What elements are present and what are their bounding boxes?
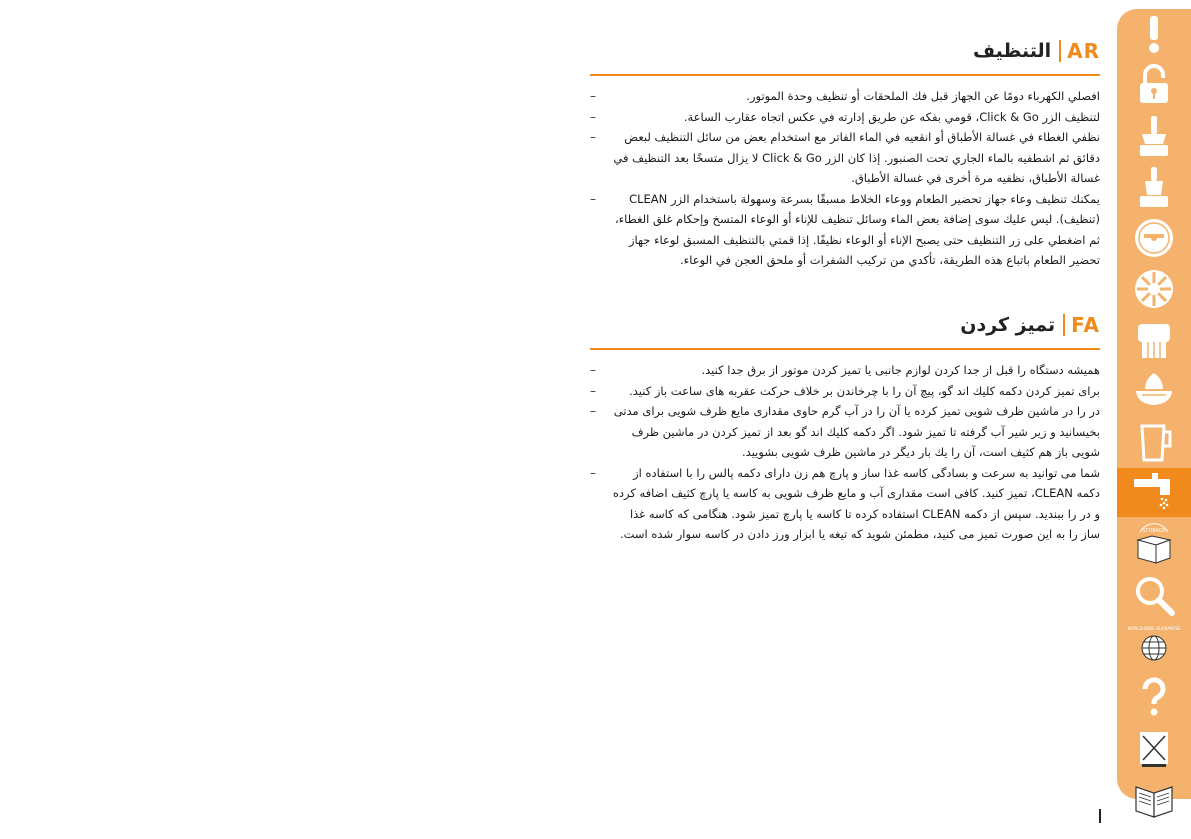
list-item: – افصلي الكهرباء دومًا عن الجهاز قبل فك الملحقات أو تنظيف وحدة الموتور. [590, 86, 1100, 107]
list-item: – در را در ماشين ظرف شويی تميز كرده يا آن را در آب گرم حاوی مقداری مايع ظرف شويی برای مدتی بخيسانيد و زير شير آب گرفته تا تميز شود. اگر دكمه كليك اند گو بعد از تميز كردن در ماشين ظرف شويی باز هم كثيف است، آن را يك بار ديگر در ماشين ظرف شويی بشوييد. [590, 401, 1100, 463]
tab-guarantee[interactable] [1117, 621, 1191, 670]
list-item: – نظفي الغطاء في غسالة الأطباق أو انقعيه في الماء الفاتر مع استخدام بعض من سائل التنظيف لبعض دقائق ثم اشطفيه بالماء الجاري تحت الصنبور. إذا كان الزر Click & Go لا يزال متسخًا بعد التنظيف في غسالة الأطباق، نظفيه مرة أخرى في غسالة الأطباق. [590, 127, 1100, 189]
tab-grating-disc[interactable] [1117, 264, 1191, 313]
arabic-instructions-list [590, 86, 1100, 271]
arabic-divider [590, 74, 1100, 76]
guarantee-label: WORLD-WIDE GUARANTEE [1127, 625, 1181, 631]
tab-safety[interactable] [1117, 9, 1191, 58]
tab-recipes[interactable] [1117, 774, 1191, 823]
blender-icon [1132, 165, 1176, 209]
question-mark-icon [1132, 675, 1176, 719]
farsi-language-code: FA [1071, 313, 1100, 337]
header-separator [1059, 40, 1061, 62]
farsi-title: تميز كردن [960, 314, 1056, 336]
arabic-title: التنظيف [973, 40, 1052, 62]
chopping-blade-icon [1132, 318, 1176, 362]
tab-help[interactable] [1117, 672, 1191, 721]
warning-exclamation-icon [1132, 12, 1176, 56]
arabic-section [590, 36, 1100, 271]
farsi-header [590, 310, 1100, 340]
storage-box-icon [1132, 522, 1176, 566]
slicing-disc-icon [1132, 216, 1176, 260]
tab-chopping-blade[interactable] [1117, 315, 1191, 364]
tab-jug[interactable] [1117, 417, 1191, 466]
tab-cleaning[interactable] [1117, 468, 1191, 517]
cleaning-tap-icon [1132, 471, 1176, 515]
tab-blender[interactable] [1117, 162, 1191, 211]
disposal-bin-icon [1132, 726, 1176, 770]
tab-citrus-press[interactable] [1117, 366, 1191, 415]
list-item: – يمكنك تنظيف وعاء جهاز تحضير الطعام ووعاء الخلاط مسبقًا بسرعة وسهولة باستخدام الزر CLEAN (تنظيف). ليس عليك سوى إضافة بعض الماء وسائل تنظيف للإناء أو الوعاء المتسخ وإحكام غلق الغطاء، ثم اضغطي على زر التنظيف حتى يصبح الإناء أو الوعاء نظيفًا. إذا قمتي بالتنظيف المسبق لوعاء جهاز تحضير الطعام باتباع هذه الطريقة، تأكدي من تركيب الشفرات أو ملحق العجن في الوعاء. [590, 189, 1100, 271]
list-item: – شما می توانيد به سرعت و بسادگی كاسه غذا ساز و پارچ هم زن دارای دكمه پالس را با استفاده از دكمه CLEAN، تميز كنيد. كافی است مقداری آب و مايع ظرف شويی به كاسه يا پارچ كثيف اضافه كرده و در را ببنديد. سپس از دكمه CLEAN استفاده كرده تا كاسه يا پارچ تميز شود. هنگامی كه كاسه غذا ساز را به اين صورت تميز می كنيد، مطمئن شويد كه تيغه يا ابزار ورز دادن در كاسه سوار شده است. [590, 463, 1100, 545]
unlocked-padlock-icon [1132, 63, 1176, 107]
list-item: – برای تميز كردن دكمه كليك اند گو، پيچ آن را با چرخاندن بر خلاف حركت عقربه هاى ساعت باز كنيد. [590, 381, 1100, 402]
arabic-header [590, 36, 1100, 66]
farsi-instructions-list [590, 360, 1100, 545]
recipe-book-icon [1132, 777, 1176, 821]
list-item: – هميشه دستگاه را قبل از جدا كردن لوازم جانبی يا تميز كردن موتور از برق جدا كنيد. [590, 360, 1100, 381]
farsi-section [590, 310, 1100, 545]
list-item: – لتنظيف الزر Click & Go، قومي بفكه عن طريق إدارته في عكس اتجاه عقارب الساعة. [590, 107, 1100, 128]
tab-assembly[interactable] [1117, 60, 1191, 109]
food-processor-icon [1132, 114, 1176, 158]
arabic-language-code: AR [1067, 39, 1100, 63]
troubleshooting-magnifier-icon [1132, 573, 1176, 617]
grating-disc-icon [1132, 267, 1176, 311]
header-separator [1063, 314, 1065, 336]
tab-storage[interactable] [1117, 519, 1191, 568]
tab-troubleshooting[interactable] [1117, 570, 1191, 619]
citrus-press-icon [1132, 369, 1176, 413]
worldwide-guarantee-globe-icon [1127, 624, 1181, 668]
farsi-divider [590, 348, 1100, 350]
tab-environment[interactable] [1117, 723, 1191, 772]
storage-label: STORAGE [1142, 527, 1166, 534]
page-indicator [1099, 809, 1101, 823]
tab-food-processor[interactable] [1117, 111, 1191, 160]
jug-icon [1132, 420, 1176, 464]
tab-slicing-disc[interactable] [1117, 213, 1191, 262]
